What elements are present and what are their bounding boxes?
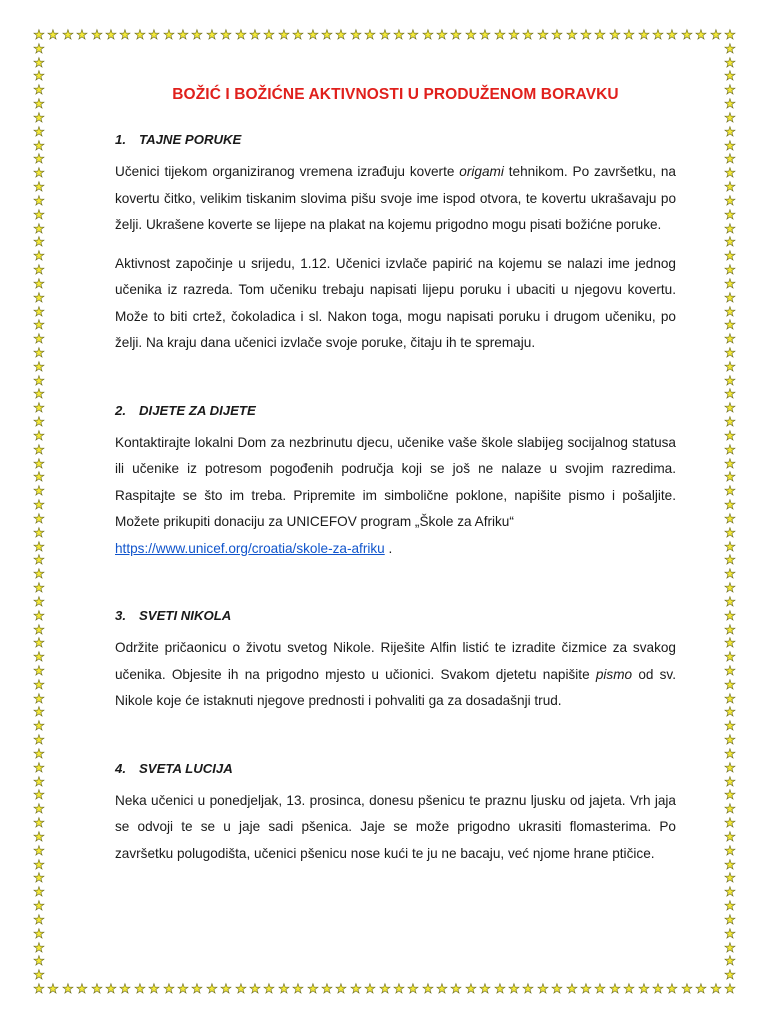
emphasis-text: pismo <box>595 666 633 682</box>
star-icon: ★ <box>91 28 103 43</box>
star-icon: ★ <box>465 28 477 43</box>
star-icon: ★ <box>724 733 736 748</box>
star-icon: ★ <box>220 982 232 997</box>
section-dijete-za-dijete <box>115 403 676 563</box>
star-icon: ★ <box>724 719 736 734</box>
star-icon: ★ <box>134 28 146 43</box>
star-icon: ★ <box>33 97 45 112</box>
star-icon: ★ <box>652 982 664 997</box>
star-icon: ★ <box>47 982 59 997</box>
star-icon: ★ <box>494 28 506 43</box>
star-icon: ★ <box>33 982 45 997</box>
star-icon: ★ <box>580 982 592 997</box>
star-icon: ★ <box>724 470 736 485</box>
star-icon: ★ <box>33 747 45 762</box>
star-icon: ★ <box>508 982 520 997</box>
star-icon: ★ <box>724 553 736 568</box>
star-icon: ★ <box>638 982 650 997</box>
star-icon: ★ <box>249 982 261 997</box>
star-icon: ★ <box>724 83 736 98</box>
star-icon: ★ <box>422 982 434 997</box>
star-icon: ★ <box>33 415 45 430</box>
star-icon: ★ <box>119 982 131 997</box>
star-icon: ★ <box>724 788 736 803</box>
star-icon: ★ <box>33 512 45 527</box>
star-icon: ★ <box>724 457 736 472</box>
star-icon: ★ <box>379 28 391 43</box>
star-icon: ★ <box>33 332 45 347</box>
star-icon: ★ <box>724 152 736 167</box>
star-icon: ★ <box>724 305 736 320</box>
star-icon: ★ <box>163 28 175 43</box>
star-icon: ★ <box>724 180 736 195</box>
section-heading <box>115 608 676 623</box>
star-icon: ★ <box>666 982 678 997</box>
star-icon: ★ <box>33 277 45 292</box>
star-icon: ★ <box>235 982 247 997</box>
star-icon: ★ <box>33 42 45 57</box>
star-icon: ★ <box>609 28 621 43</box>
star-icon: ★ <box>33 595 45 610</box>
star-icon: ★ <box>33 830 45 845</box>
star-icon: ★ <box>407 28 419 43</box>
star-icon: ★ <box>33 678 45 693</box>
star-icon: ★ <box>33 249 45 264</box>
star-icon: ★ <box>724 982 736 997</box>
star-icon: ★ <box>724 374 736 389</box>
star-icon: ★ <box>724 913 736 928</box>
section-sveti-nikola <box>115 608 676 715</box>
star-icon: ★ <box>33 28 45 43</box>
star-icon: ★ <box>33 56 45 71</box>
star-icon: ★ <box>580 28 592 43</box>
section-sveta-lucija <box>115 761 676 868</box>
star-icon: ★ <box>33 470 45 485</box>
star-icon: ★ <box>479 28 491 43</box>
star-icon: ★ <box>724 871 736 886</box>
document-body <box>115 86 676 867</box>
paragraph-text: Kontaktirajte lokalni Dom za nezbrinutu djecu, učenike vaše škole slabijeg socijalnog statusa ili učenike iz potresom pogođenih područja koji se još ne nalaze u svojim razredima. Raspitajte se što im treba. Pripremite im simbolične poklone, napišite pismo i pošaljite. Možete prikupiti donaciju za UNICEFOV program „Škole za Afriku“ <box>115 434 676 529</box>
star-icon: ★ <box>724 512 736 527</box>
section-tajne-poruke <box>115 132 676 357</box>
star-icon: ★ <box>724 415 736 430</box>
star-icon: ★ <box>724 498 736 513</box>
star-icon: ★ <box>450 28 462 43</box>
star-icon: ★ <box>724 429 736 444</box>
star-icon: ★ <box>33 623 45 638</box>
star-icon: ★ <box>652 28 664 43</box>
star-icon: ★ <box>724 249 736 264</box>
star-icon: ★ <box>292 28 304 43</box>
star-icon: ★ <box>177 982 189 997</box>
star-icon: ★ <box>33 636 45 651</box>
star-icon: ★ <box>33 152 45 167</box>
star-icon: ★ <box>62 28 74 43</box>
emphasis-text: origami <box>459 164 504 179</box>
document-title: BOŽIĆ I BOŽIĆNE AKTIVNOSTI U PRODUŽENOM BORAVKU <box>172 86 619 103</box>
star-icon: ★ <box>594 982 606 997</box>
star-icon: ★ <box>33 318 45 333</box>
star-icon: ★ <box>33 263 45 278</box>
star-icon: ★ <box>724 844 736 859</box>
star-icon: ★ <box>724 802 736 817</box>
star-icon: ★ <box>724 42 736 57</box>
star-icon: ★ <box>393 28 405 43</box>
star-icon: ★ <box>33 498 45 513</box>
section-title: TAJNE PORUKE <box>139 132 242 147</box>
paragraph: Neka učenici u ponedjeljak, 13. prosinca, donesu pšenicu te praznu ljusku od jajeta. Vrh jaja se odvoji te se u jaje sadi pšenica. Jaje se može prigodno ukrasiti flomasterima. Po završetku polugodišta, učenici pšenicu nose kući te ju ne bacaju, već njome hrane ptičice. <box>115 792 676 861</box>
star-icon: ★ <box>33 871 45 886</box>
star-icon: ★ <box>436 28 448 43</box>
star-icon: ★ <box>724 775 736 790</box>
paragraph <box>115 635 676 715</box>
star-icon: ★ <box>350 28 362 43</box>
star-icon: ★ <box>307 28 319 43</box>
star-icon: ★ <box>33 180 45 195</box>
star-icon: ★ <box>47 28 59 43</box>
star-icon: ★ <box>335 982 347 997</box>
star-icon: ★ <box>33 553 45 568</box>
star-icon: ★ <box>206 982 218 997</box>
paragraph-text: tehnikom. Po završetku, na kovertu čitko, velikim tiskanim slovima pišu svoje ime ispod otvora, te kovertu ukrašavaju po želji. Ukrašene koverte se lijepe na plakat na kojemu prigodno mogu pisati božićne poruke. <box>115 164 676 232</box>
star-icon: ★ <box>33 802 45 817</box>
star-icon: ★ <box>33 235 45 250</box>
star-icon: ★ <box>479 982 491 997</box>
paragraph-text: od sv. Nikole koje će istaknuti njegove prednosti i pohvaliti ga za dosadašnji trud. <box>115 666 676 708</box>
star-icon: ★ <box>33 775 45 790</box>
star-icon: ★ <box>33 650 45 665</box>
star-icon: ★ <box>33 443 45 458</box>
star-icon: ★ <box>33 913 45 928</box>
star-icon: ★ <box>33 429 45 444</box>
star-icon: ★ <box>724 97 736 112</box>
star-icon: ★ <box>695 982 707 997</box>
star-icon: ★ <box>33 125 45 140</box>
star-icon: ★ <box>465 982 477 997</box>
star-icon: ★ <box>724 194 736 209</box>
star-icon: ★ <box>724 678 736 693</box>
star-icon: ★ <box>206 28 218 43</box>
star-icon: ★ <box>33 69 45 84</box>
star-icon: ★ <box>379 982 391 997</box>
star-icon: ★ <box>724 692 736 707</box>
star-icon: ★ <box>724 139 736 154</box>
star-icon: ★ <box>695 28 707 43</box>
star-icon: ★ <box>724 318 736 333</box>
star-icon: ★ <box>566 28 578 43</box>
star-icon: ★ <box>33 858 45 873</box>
star-icon: ★ <box>724 885 736 900</box>
star-icon: ★ <box>33 360 45 375</box>
star-icon: ★ <box>436 982 448 997</box>
star-icon: ★ <box>33 927 45 942</box>
star-icon: ★ <box>710 982 722 997</box>
star-icon: ★ <box>724 526 736 541</box>
star-icon: ★ <box>724 111 736 126</box>
star-icon: ★ <box>724 623 736 638</box>
star-icon: ★ <box>724 968 736 983</box>
star-icon: ★ <box>33 83 45 98</box>
star-icon: ★ <box>33 581 45 596</box>
star-icon: ★ <box>710 28 722 43</box>
star-icon: ★ <box>33 705 45 720</box>
star-icon: ★ <box>393 982 405 997</box>
section-number: 4. <box>115 760 126 776</box>
star-icon: ★ <box>177 28 189 43</box>
star-icon: ★ <box>522 982 534 997</box>
star-icon: ★ <box>724 858 736 873</box>
star-icon: ★ <box>33 719 45 734</box>
star-icon: ★ <box>609 982 621 997</box>
star-icon: ★ <box>33 941 45 956</box>
star-icon: ★ <box>220 28 232 43</box>
star-icon: ★ <box>724 567 736 582</box>
section-number: 3. <box>115 608 126 623</box>
star-icon: ★ <box>191 28 203 43</box>
star-icon: ★ <box>724 636 736 651</box>
star-icon: ★ <box>724 346 736 361</box>
star-icon: ★ <box>134 982 146 997</box>
star-icon: ★ <box>321 982 333 997</box>
star-icon: ★ <box>33 401 45 416</box>
star-icon: ★ <box>33 194 45 209</box>
star-icon: ★ <box>724 56 736 71</box>
star-icon: ★ <box>33 526 45 541</box>
star-icon: ★ <box>724 69 736 84</box>
star-icon: ★ <box>724 705 736 720</box>
star-icon: ★ <box>724 816 736 831</box>
section-heading <box>115 761 676 776</box>
star-icon: ★ <box>33 899 45 914</box>
star-icon: ★ <box>724 28 736 43</box>
star-icon: ★ <box>249 28 261 43</box>
star-icon: ★ <box>724 664 736 679</box>
paragraph-text: . <box>384 540 393 556</box>
section-title: DIJETE ZA DIJETE <box>139 402 256 418</box>
star-icon: ★ <box>33 954 45 969</box>
star-icon: ★ <box>33 305 45 320</box>
star-icon: ★ <box>321 28 333 43</box>
star-icon: ★ <box>33 457 45 472</box>
star-icon: ★ <box>307 982 319 997</box>
star-icon: ★ <box>33 346 45 361</box>
star-icon: ★ <box>278 28 290 43</box>
star-icon: ★ <box>724 277 736 292</box>
star-icon: ★ <box>33 844 45 859</box>
paragraph <box>115 159 676 239</box>
star-icon: ★ <box>33 291 45 306</box>
star-icon: ★ <box>335 28 347 43</box>
star-icon: ★ <box>623 982 635 997</box>
star-icon: ★ <box>364 982 376 997</box>
star-icon: ★ <box>263 982 275 997</box>
star-icon: ★ <box>292 982 304 997</box>
star-icon: ★ <box>62 982 74 997</box>
star-icon: ★ <box>76 982 88 997</box>
paragraph: Aktivnost započinje u srijedu, 1.12. Učenici izvlače papirić na kojemu se nalazi ime jednog učenika iz razreda. Tom učeniku trebaju napisati lijepu poruku i ubaciti u njegovu kovertu. Može to biti crtež, čokoladica i sl. Nakon toga, mogu napisati poruku i drugom učeniku, po želji. Na kraju dana učenici izvlače svoje poruke, čitaju ih te spremaju. <box>115 255 676 350</box>
section-heading <box>115 132 676 147</box>
star-icon: ★ <box>724 235 736 250</box>
star-icon: ★ <box>724 830 736 845</box>
star-icon: ★ <box>33 111 45 126</box>
star-icon: ★ <box>724 222 736 237</box>
star-icon: ★ <box>724 927 736 942</box>
star-icon: ★ <box>494 982 506 997</box>
star-icon: ★ <box>724 747 736 762</box>
star-icon: ★ <box>724 208 736 223</box>
star-icon: ★ <box>551 28 563 43</box>
star-icon: ★ <box>350 982 362 997</box>
star-icon: ★ <box>594 28 606 43</box>
star-icon: ★ <box>724 360 736 375</box>
star-icon: ★ <box>638 28 650 43</box>
star-icon: ★ <box>33 664 45 679</box>
paragraph-text: Učenici tijekom organiziranog vremena izrađuju koverte <box>115 164 460 179</box>
star-icon: ★ <box>666 28 678 43</box>
star-icon: ★ <box>105 982 117 997</box>
star-icon: ★ <box>422 28 434 43</box>
section-number: 1. <box>115 132 126 147</box>
star-icon: ★ <box>33 484 45 499</box>
star-icon: ★ <box>724 941 736 956</box>
star-icon: ★ <box>119 28 131 43</box>
star-icon: ★ <box>724 484 736 499</box>
star-icon: ★ <box>33 609 45 624</box>
star-icon: ★ <box>91 982 103 997</box>
star-icon: ★ <box>724 540 736 555</box>
star-icon: ★ <box>522 28 534 43</box>
star-icon: ★ <box>33 208 45 223</box>
star-icon: ★ <box>33 374 45 389</box>
star-icon: ★ <box>33 222 45 237</box>
star-icon: ★ <box>148 28 160 43</box>
star-icon: ★ <box>724 263 736 278</box>
star-icon: ★ <box>76 28 88 43</box>
star-icon: ★ <box>33 166 45 181</box>
star-icon: ★ <box>33 733 45 748</box>
star-icon: ★ <box>681 982 693 997</box>
star-icon: ★ <box>566 982 578 997</box>
paragraph-text: Održite pričaonicu o životu svetog Nikole. Riješite Alfin listić te izradite čizmice za svakog učenika. Objesite ih na prigodno mjesto u učionici. Svakom djetetu napišite <box>115 640 676 682</box>
star-icon: ★ <box>681 28 693 43</box>
star-icon: ★ <box>33 761 45 776</box>
star-icon: ★ <box>724 761 736 776</box>
star-icon: ★ <box>33 139 45 154</box>
star-icon: ★ <box>724 332 736 347</box>
star-icon: ★ <box>724 595 736 610</box>
star-icon: ★ <box>33 885 45 900</box>
section-title: SVETA LUCIJA <box>139 760 233 776</box>
star-icon: ★ <box>724 899 736 914</box>
star-icon: ★ <box>537 28 549 43</box>
star-icon: ★ <box>263 28 275 43</box>
star-icon: ★ <box>724 125 736 140</box>
star-icon: ★ <box>33 387 45 402</box>
star-icon: ★ <box>33 540 45 555</box>
paragraph <box>115 430 676 563</box>
star-icon: ★ <box>623 28 635 43</box>
star-icon: ★ <box>235 28 247 43</box>
star-icon: ★ <box>551 982 563 997</box>
star-icon: ★ <box>450 982 462 997</box>
unicef-link[interactable]: https://www.unicef.org/croatia/skole-za-afriku <box>115 540 385 556</box>
star-icon: ★ <box>724 443 736 458</box>
star-icon: ★ <box>724 650 736 665</box>
section-heading <box>115 403 676 418</box>
star-icon: ★ <box>364 28 376 43</box>
star-icon: ★ <box>191 982 203 997</box>
star-icon: ★ <box>724 609 736 624</box>
star-icon: ★ <box>278 982 290 997</box>
star-icon: ★ <box>508 28 520 43</box>
star-icon: ★ <box>33 788 45 803</box>
section-title: SVETI NIKOLA <box>139 608 232 623</box>
star-icon: ★ <box>724 291 736 306</box>
star-icon: ★ <box>724 401 736 416</box>
star-icon: ★ <box>724 387 736 402</box>
star-icon: ★ <box>33 692 45 707</box>
star-icon: ★ <box>105 28 117 43</box>
star-icon: ★ <box>148 982 160 997</box>
star-icon: ★ <box>407 982 419 997</box>
star-icon: ★ <box>537 982 549 997</box>
star-icon: ★ <box>724 581 736 596</box>
star-icon: ★ <box>724 954 736 969</box>
star-icon: ★ <box>724 166 736 181</box>
star-icon: ★ <box>163 982 175 997</box>
star-icon: ★ <box>33 816 45 831</box>
star-icon: ★ <box>33 968 45 983</box>
star-icon: ★ <box>33 567 45 582</box>
section-number: 2. <box>115 402 126 418</box>
